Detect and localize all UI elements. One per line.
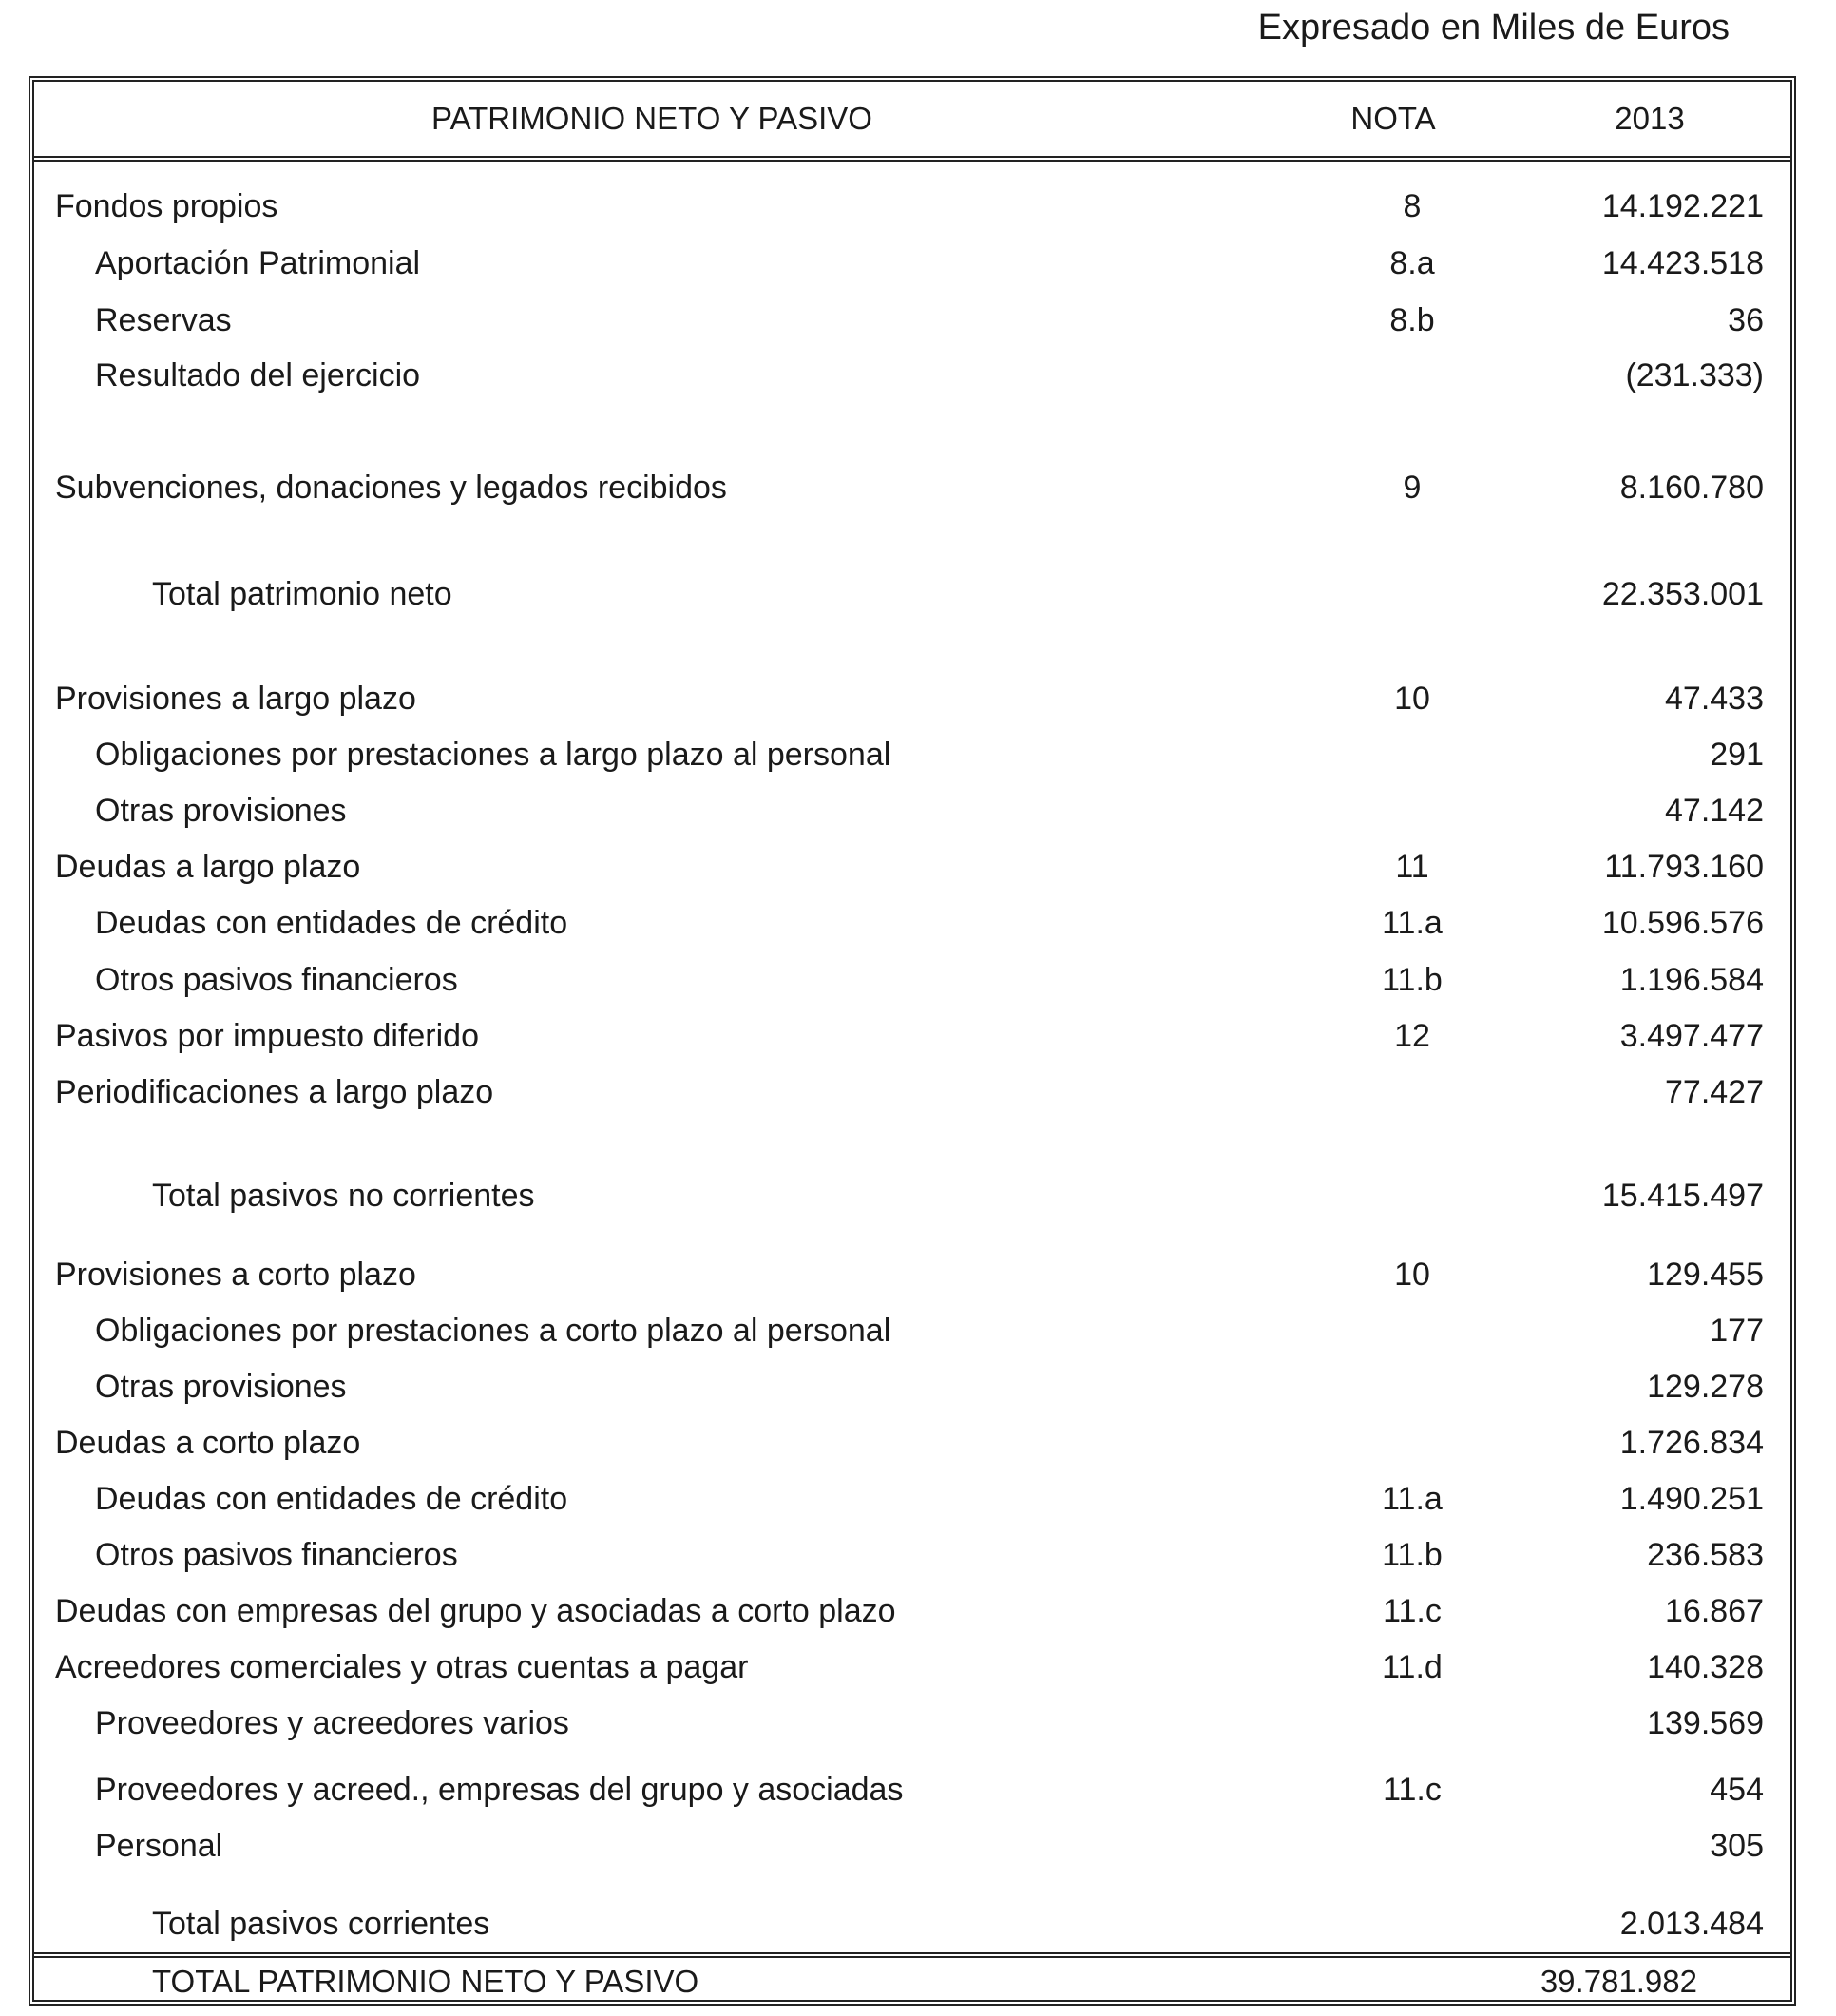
table-row (34, 1361, 1790, 1414)
row-nota: 11.c (1383, 1772, 1442, 1808)
row-amount: 236.583 (1647, 1537, 1764, 1573)
table-row (34, 897, 1790, 950)
row-concept: Periodificaciones a largo plazo (55, 1074, 494, 1110)
row-amount: (231.333) (1625, 357, 1764, 394)
row-amount: 1.726.834 (1619, 1425, 1764, 1461)
row-concept: Provisiones a largo plazo (55, 681, 416, 717)
row-amount: 177 (1710, 1313, 1764, 1349)
row-amount: 77.427 (1665, 1074, 1764, 1110)
row-concept: Obligaciones por prestaciones a largo plazo al personal (95, 737, 891, 773)
table-row (34, 1473, 1790, 1526)
row-concept: Proveedores y acreed., empresas del grupo y asociadas (95, 1772, 904, 1808)
row-concept: Total pasivos corrientes (152, 1906, 490, 1942)
row-amount: 14.423.518 (1601, 245, 1764, 281)
row-amount: 14.192.221 (1601, 188, 1764, 224)
grand-total-amount: 39.781.982 (1540, 1964, 1697, 1999)
row-concept: Total patrimonio neto (152, 576, 452, 612)
row-concept: Proveedores y acreedores varios (95, 1705, 569, 1741)
row-amount: 16.867 (1665, 1593, 1764, 1629)
row-concept: Otras provisiones (95, 793, 347, 829)
row-amount: 139.569 (1647, 1705, 1764, 1741)
row-concept: Deudas con empresas del grupo y asociadas a corto plazo (55, 1593, 896, 1629)
row-nota: 11.d (1382, 1649, 1443, 1685)
grand-total-row (34, 1952, 1790, 2000)
subtotal-row (34, 1170, 1790, 1223)
table-row (34, 1417, 1790, 1470)
row-amount: 291 (1710, 737, 1764, 773)
table-row (34, 1698, 1790, 1751)
table-row (34, 673, 1790, 726)
table-row (34, 1820, 1790, 1873)
subtotal-row (34, 1898, 1790, 1951)
row-amount: 129.278 (1647, 1369, 1764, 1405)
row-amount: 1.490.251 (1619, 1481, 1764, 1517)
row-nota: 8 (1403, 188, 1422, 224)
table-row (34, 181, 1790, 234)
row-amount: 15.415.497 (1601, 1178, 1764, 1214)
table-row (34, 1010, 1790, 1064)
row-amount: 454 (1710, 1772, 1764, 1808)
table-row (34, 238, 1790, 291)
row-concept: Subvenciones, donaciones y legados recibidos (55, 470, 727, 506)
units-label: Expresado en Miles de Euros (1257, 8, 1730, 48)
row-amount: 140.328 (1647, 1649, 1764, 1685)
table-row (34, 1249, 1790, 1302)
row-concept: Deudas con entidades de crédito (95, 1481, 568, 1517)
row-concept: Otros pasivos financieros (95, 962, 458, 998)
row-nota: 11.b (1382, 962, 1443, 998)
row-amount: 10.596.576 (1601, 905, 1764, 941)
row-amount: 47.433 (1665, 681, 1764, 717)
row-amount: 2.013.484 (1619, 1906, 1764, 1942)
row-concept: Reservas (95, 302, 232, 338)
table-header (34, 82, 1790, 162)
row-concept: Acreedores comerciales y otras cuentas a pagar (55, 1649, 749, 1685)
row-amount: 305 (1710, 1828, 1764, 1864)
table-row (34, 954, 1790, 1008)
table-row (34, 1529, 1790, 1583)
table-row (34, 295, 1790, 348)
row-concept: Obligaciones por prestaciones a corto plazo al personal (95, 1313, 891, 1349)
balance-table (29, 76, 1796, 2006)
row-concept: Deudas a largo plazo (55, 849, 361, 885)
row-amount: 8.160.780 (1619, 470, 1764, 506)
subtotal-row (34, 568, 1790, 622)
header-nota: NOTA (1350, 101, 1436, 136)
row-nota: 10 (1394, 681, 1430, 717)
row-amount: 11.793.160 (1604, 849, 1764, 885)
row-concept: Aportación Patrimonial (95, 245, 421, 281)
row-amount: 129.455 (1647, 1257, 1764, 1293)
row-amount: 36 (1728, 302, 1764, 338)
table-row (34, 1585, 1790, 1639)
row-nota: 8.a (1389, 245, 1435, 281)
row-nota: 11.a (1382, 1481, 1443, 1517)
row-amount: 1.196.584 (1619, 962, 1764, 998)
row-concept: Deudas a corto plazo (55, 1425, 361, 1461)
row-concept: Pasivos por impuesto diferido (55, 1018, 480, 1054)
row-concept: Fondos propios (55, 188, 278, 224)
row-nota: 11.b (1382, 1537, 1443, 1573)
row-concept: Total pasivos no corrientes (152, 1178, 535, 1214)
row-nota: 10 (1394, 1257, 1430, 1293)
header-concept: PATRIMONIO NETO Y PASIVO (431, 101, 872, 136)
row-concept: Otras provisiones (95, 1369, 347, 1405)
row-concept: Deudas con entidades de crédito (95, 905, 568, 941)
row-nota: 9 (1403, 470, 1422, 506)
row-concept: Otros pasivos financieros (95, 1537, 458, 1573)
table-row (34, 841, 1790, 894)
row-amount: 22.353.001 (1601, 576, 1764, 612)
header-year: 2013 (1615, 101, 1685, 136)
table-row (34, 729, 1790, 782)
table-row (34, 1066, 1790, 1120)
row-nota: 8.b (1389, 302, 1435, 338)
row-nota: 11.a (1382, 905, 1443, 941)
row-nota: 11.c (1383, 1593, 1442, 1629)
grand-total-label: TOTAL PATRIMONIO NETO Y PASIVO (152, 1964, 699, 1999)
table-row (34, 785, 1790, 838)
table-row (34, 462, 1790, 515)
table-row (34, 1642, 1790, 1695)
row-nota: 11 (1395, 849, 1429, 885)
table-row (34, 1764, 1790, 1817)
row-amount: 47.142 (1665, 793, 1764, 829)
table-row (34, 1305, 1790, 1358)
table-row (34, 350, 1790, 403)
row-amount: 3.497.477 (1619, 1018, 1764, 1054)
row-nota: 12 (1394, 1018, 1430, 1054)
row-concept: Resultado del ejercicio (95, 357, 421, 394)
row-concept: Provisiones a corto plazo (55, 1257, 416, 1293)
row-concept: Personal (95, 1828, 223, 1864)
